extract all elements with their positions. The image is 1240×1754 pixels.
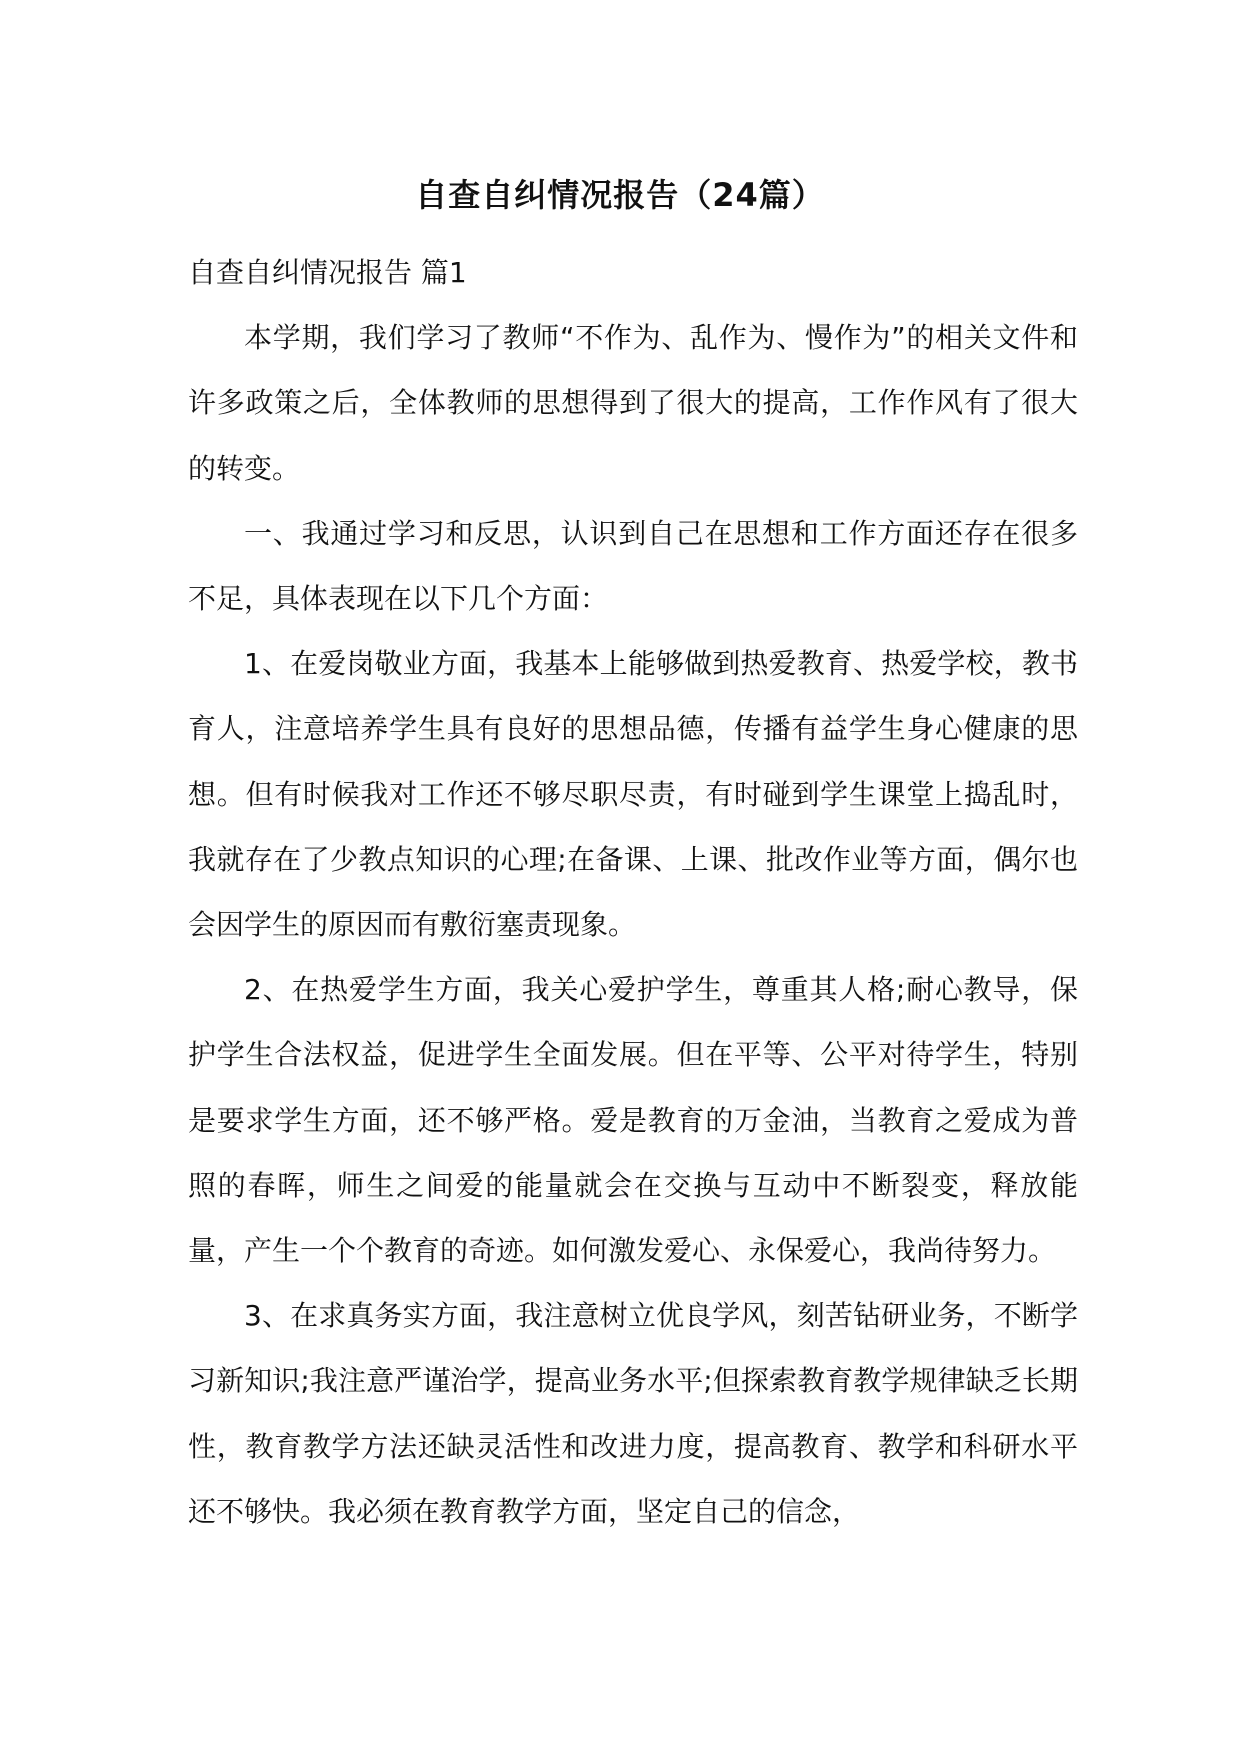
section-heading: 自查自纠情况报告 篇1	[188, 256, 467, 289]
paragraph-item-3: 3、在求真务实方面，我注意树立优良学风，刻苦钻研业务，不断学习新知识;我注意严谨治学，提高业务水平;但探索教育教学规律缺乏长期性，教育教学方法还缺灵活性和改进力度，提高教育、教学和科研水平还不够快。我必须在教育教学方面，坚定自己的信念，	[188, 1299, 1078, 1528]
document-title: 自查自纠情况报告（24篇）	[415, 176, 825, 214]
paragraph-item-1: 1、在爱岗敬业方面，我基本上能够做到热爱教育、热爱学校，教书育人，注意培养学生具有良好的思想品德，传播有益学生身心健康的思想。但有时候我对工作还不够尽职尽责，有时碰到学生课堂上捣乱时，我就存在了少教点知识的心理;在备课、上课、批改作业等方面，偶尔也会因学生的原因而有敷衍塞责现象。	[188, 647, 1078, 942]
paragraph-item-2: 2、在热爱学生方面，我关心爱护学生，尊重其人格;耐心教导，保护学生合法权益，促进学生全面发展。但在平等、公平对待学生，特别是要求学生方面，还不够严格。爱是教育的万金油，当教育之爱成为普照的春晖，师生之间爱的能量就会在交换与互动中不断裂变，释放能量，产生一个个教育的奇迹。如何激发爱心、永保爱心，我尚待努力。	[188, 973, 1078, 1268]
paragraph-intro: 本学期，我们学习了教师“不作为、乱作为、慢作为”的相关文件和许多政策之后，全体教师的思想得到了很大的提高，工作作风有了很大的转变。	[188, 321, 1078, 485]
document-body	[188, 240, 1078, 1544]
paragraph-point-one: 一、我通过学习和反思，认识到自己在思想和工作方面还存在很多不足，具体表现在以下几个方面：	[188, 516, 1078, 616]
